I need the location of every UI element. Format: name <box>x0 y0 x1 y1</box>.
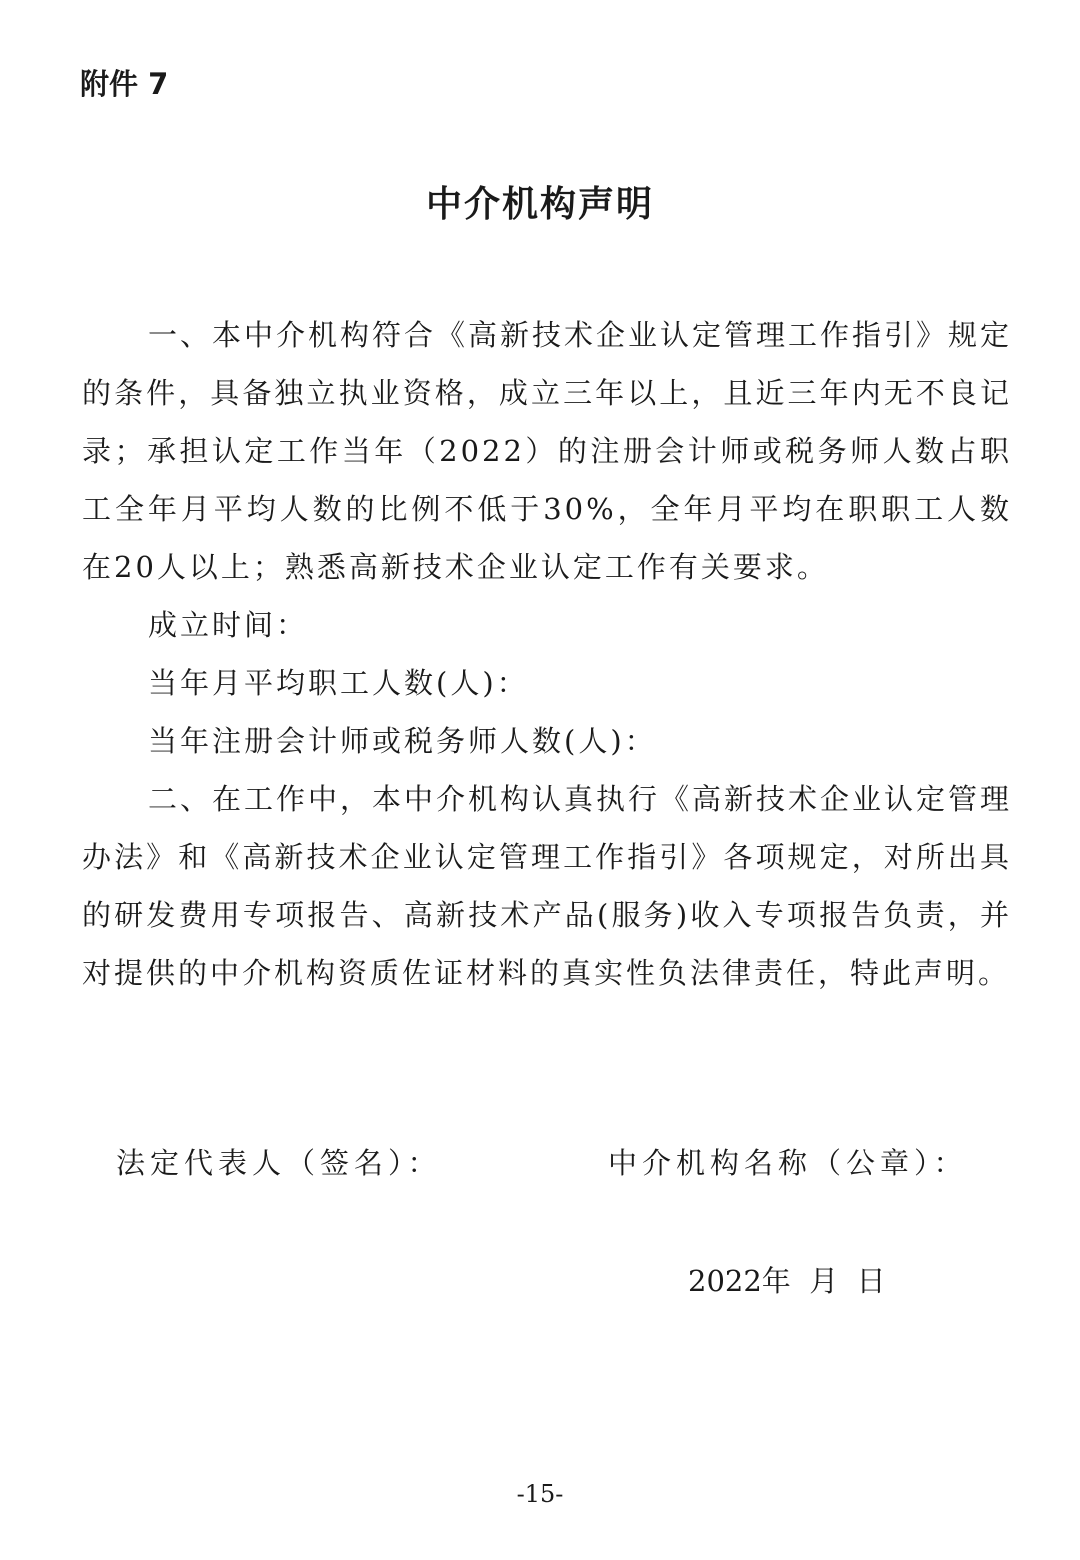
organization-seal-label: 中介机构名称（公章）： <box>608 1146 968 1180</box>
page-number: -15- <box>516 1480 564 1508</box>
field-established-time: 成立时间： <box>148 608 309 642</box>
attachment-label: 附件 7 <box>80 67 169 101</box>
paragraph-2: 二、在工作中，本中介机构认真执行《高新技术企业认定管理办法》和《高新技术企业认定管理工作指引》各项规定，对所出具的研发费用专项报告、高新技术产品(服务)收入专项报告负责，并对提供的中介机构资质佐证材料的真实性负法律责任，特此声明。 <box>82 782 1013 990</box>
paragraph-1: 一、本中介机构符合《高新技术企业认定管理工作指引》规定的条件，具备独立执业资格，成立三年以上，且近三年内无不良记录；承担认定工作当年（2022）的注册会计师或税务师人数占职工全年月平均人数的比例不低于30%，全年月平均在职职工人数在20人以上；熟悉高新技术企业认定工作有关要求。 <box>82 318 1013 584</box>
field-average-staff: 当年月平均职工人数(人)： <box>148 666 529 700</box>
document-body <box>82 306 1012 1002</box>
document-title: 中介机构声明 <box>425 184 654 225</box>
legal-representative-signature-label: 法定代表人（签名）： <box>116 1146 442 1180</box>
signature-date: 2022年 月 日 <box>688 1264 886 1298</box>
field-accountant-count: 当年注册会计师或税务师人数(人)： <box>148 724 657 758</box>
